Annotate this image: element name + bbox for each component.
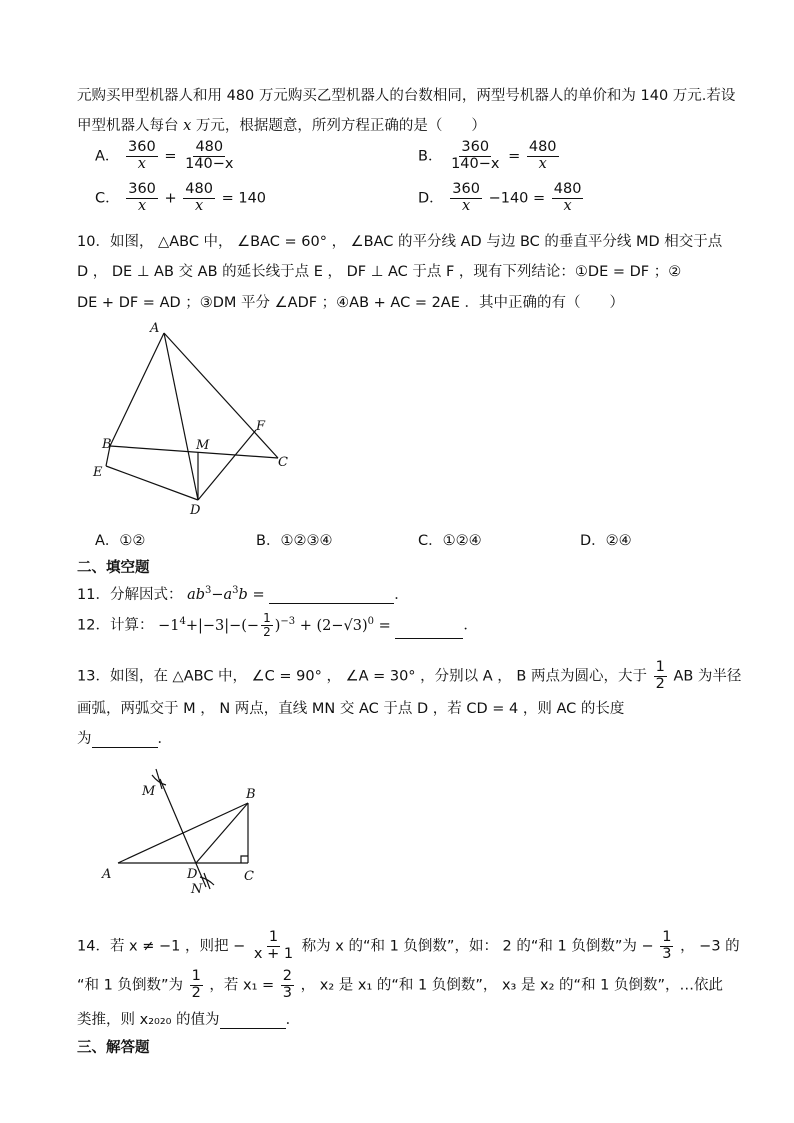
- q14-answer-blank[interactable]: [220, 1028, 286, 1029]
- label-C: C: [278, 455, 288, 470]
- section-title-fill-in: 二、填空题: [77, 560, 150, 576]
- q9-line2: 甲型机器人每台 x 万元，根据题意，所列方程正确的是（ ）: [77, 118, 486, 134]
- q13-line1: 13．如图，在 △ABC 中， ∠C = 90° ， ∠A = 30° ，分别以 A ， B 两点为圆心，大于 $\frac{1}{2}$ AB 为半径: [77, 659, 742, 692]
- q10-option-c: C．①②④: [418, 533, 482, 549]
- q9-line1: 元购买甲型机器人和用 480 万元购买乙型机器人的台数相同，两型号机器人的单价和为 140 万元.若设: [77, 88, 736, 104]
- q14-line2: “和 1 负倒数”为 $\frac{1}{2}$ ，若 x₁ = $\frac{2}{3}$ ， x₂ 是 x₁ 的“和 1 负倒数”， x₃ 是 x₂ 的“和 1 负倒数”，…依此: [77, 968, 724, 1001]
- q9-option-c: C． $\frac{360}{x}$ + $\frac{480}{x}$ = 140: [95, 181, 267, 214]
- q10-option-b: B．①②③④: [256, 533, 333, 549]
- section-title-solutions: 三、解答题: [77, 1040, 150, 1056]
- q11: 11．分解因式： $ab^3-a^3b$ = ．: [77, 585, 409, 603]
- q10-line2: D ， DE ⊥ AB 交 AB 的延长线于点 E ， DF ⊥ AC 于点 F ，现有下列结论：①DE = DF ；②: [77, 264, 682, 280]
- label-A: A: [102, 867, 112, 882]
- q10-line3: DE + DF = AD ；③DM 平分 ∠ADF ；④AB + AC = 2AE ．其中正确的有（ ）: [77, 295, 624, 311]
- label-D: D: [187, 867, 198, 882]
- label-B: B: [246, 787, 256, 802]
- label-E: E: [93, 465, 103, 480]
- q9-option-a: A． $\frac{360}{x}$ = $\frac{480}{140-x}$: [95, 139, 234, 172]
- label-D: D: [190, 503, 201, 518]
- label-B: B: [102, 437, 112, 452]
- q12-answer-blank[interactable]: [395, 638, 463, 639]
- q10-figure: [88, 318, 303, 518]
- q13-answer-blank[interactable]: [92, 747, 158, 748]
- label-A: A: [150, 321, 160, 336]
- q9-option-d: D． $\frac{360}{x}$ −140 = $\frac{480}{x}$: [418, 181, 582, 214]
- label-N: N: [191, 882, 203, 895]
- q12-expression: $-1^4+|-3|-(-$ $\frac{1}{2}$ )$^{-3} + (2-√3)^0$ =: [158, 611, 396, 640]
- q14-line1: 14．若 x ≠ −1 ，则把 − $\frac{1}{x + 1}$ 称为 x 的“和 1 负倒数”，如： 2 的“和 1 负倒数”为 − $\frac{1}{3}$ ， −3 的: [77, 929, 740, 962]
- q14-line3: 类推，则 x₂₀₂₀ 的值为 ．: [77, 1012, 301, 1028]
- q10-option-a: A．①②: [95, 533, 146, 549]
- q11-expression: $ab^3-a^3b$: [187, 585, 248, 603]
- label-M: M: [142, 784, 156, 799]
- q11-answer-blank[interactable]: [269, 603, 394, 604]
- q10-line1: 10．如图， △ABC 中， ∠BAC = 60° ， ∠BAC 的平分线 AD 与边 BC 的垂直平分线 MD 相交于点: [77, 234, 723, 250]
- q13-figure: [100, 765, 265, 895]
- q13-line2: 画弧，两弧交于 M ， N 两点，直线 MN 交 AC 于点 D ，若 CD = 4 ，则 AC 的长度: [77, 701, 625, 717]
- label-F: F: [256, 419, 266, 434]
- q10-option-d: D．②④: [580, 533, 632, 549]
- label-M: M: [196, 438, 210, 453]
- label-C: C: [244, 869, 254, 884]
- q12: 12．计算： $-1^4+|-3|-(-$ $\frac{1}{2}$ )$^{-3} + (2-√3)^0$ = ．: [77, 611, 478, 640]
- q13-line3: 为 ．: [77, 731, 172, 747]
- q9-option-b: B． $\frac{360}{140-x}$ = $\frac{480}{x}$: [418, 139, 557, 172]
